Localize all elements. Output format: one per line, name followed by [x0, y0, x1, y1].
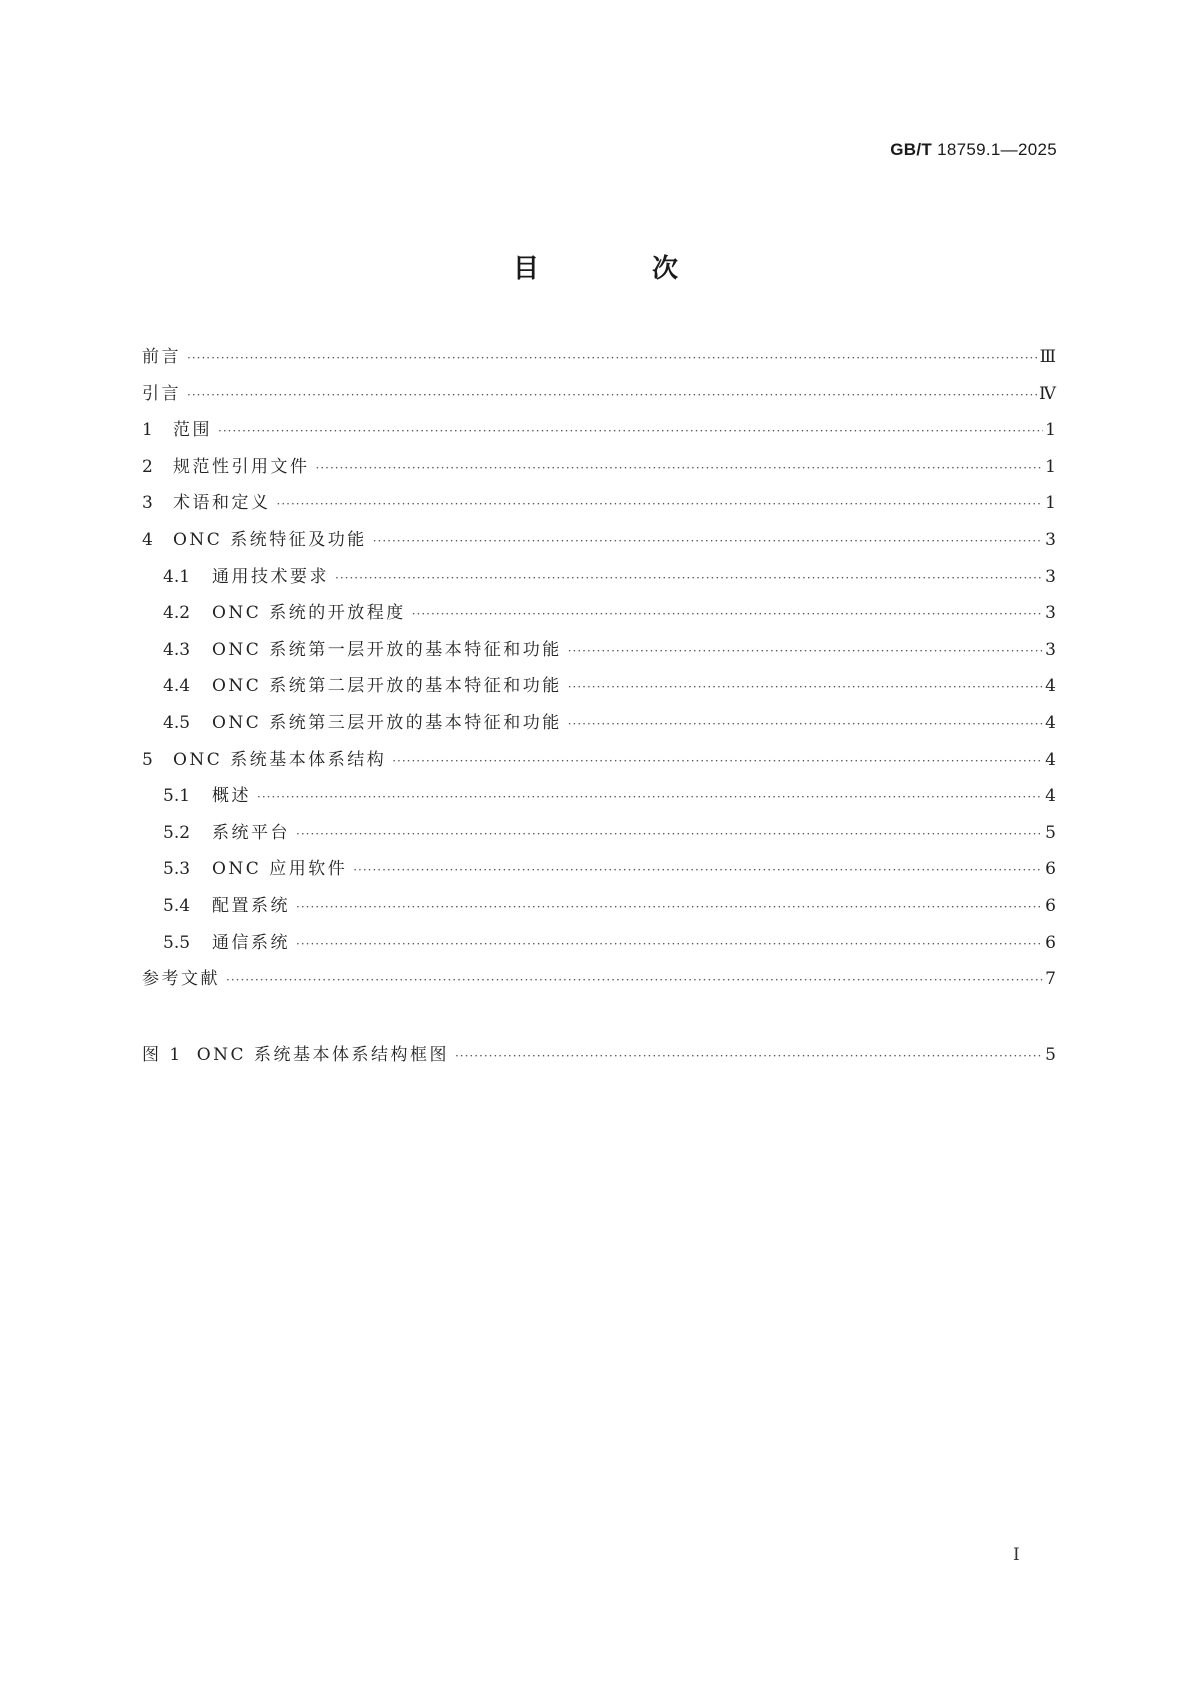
page-title: 目 次 — [512, 254, 731, 284]
toc-entry-page: 4 — [1045, 786, 1056, 807]
table-of-contents — [142, 339, 1056, 998]
toc-entry[interactable] — [142, 742, 1056, 779]
toc-entry-title: 前言 — [142, 347, 181, 367]
toc-entry-title: 通信系统 — [212, 932, 290, 953]
toc-entry-title: 概述 — [212, 786, 251, 807]
toc-leader-dots — [568, 706, 1043, 743]
figure-leader-dots — [455, 1038, 1043, 1075]
figure-entry-label: 图 1 — [142, 1045, 183, 1065]
toc-leader-dots — [353, 852, 1043, 889]
toc-entry-title: 范围 — [173, 420, 212, 441]
toc-entry-page: 3 — [1045, 529, 1056, 550]
toc-entry-page: 4 — [1045, 712, 1056, 733]
toc-entry-page: 5 — [1045, 822, 1056, 843]
toc-entry-title: 规范性引用文件 — [173, 456, 310, 477]
toc-entry-number: 5.2 — [163, 822, 191, 843]
toc-entry-page: 1 — [1045, 420, 1056, 441]
toc-leader-dots — [296, 816, 1043, 853]
toc-entry-number: 3 — [142, 493, 153, 514]
toc-entry-number: 2 — [142, 456, 153, 477]
toc-leader-dots — [568, 633, 1043, 670]
toc-entry[interactable] — [142, 559, 1056, 596]
toc-entry-title: ONC 应用软件 — [212, 859, 348, 880]
toc-entry-number: 5.3 — [163, 859, 191, 880]
toc-entry-page: 6 — [1045, 932, 1056, 953]
toc-entry[interactable] — [142, 888, 1056, 925]
toc-entry[interactable] — [142, 632, 1056, 669]
toc-entry[interactable] — [142, 815, 1056, 852]
figure-entry-page: 5 — [1045, 1045, 1056, 1065]
toc-entry-title: ONC 系统特征及功能 — [173, 529, 367, 550]
toc-entry[interactable] — [142, 412, 1056, 449]
toc-entry-title: 通用技术要求 — [212, 566, 329, 587]
toc-leader-dots — [218, 413, 1043, 450]
toc-entry[interactable] — [142, 595, 1056, 632]
toc-entry-title: 参考文献 — [142, 969, 220, 990]
toc-leader-dots — [257, 779, 1043, 816]
toc-entry-page: 1 — [1045, 456, 1056, 477]
toc-entry-number: 4.2 — [163, 603, 191, 624]
toc-entry-title: 配置系统 — [212, 895, 290, 916]
toc-leader-dots — [296, 889, 1043, 926]
toc-entry-number: 5.1 — [163, 786, 191, 807]
toc-entry[interactable] — [142, 961, 1056, 998]
figure-entry[interactable] — [142, 1037, 1056, 1074]
toc-entry-number: 4.4 — [163, 676, 191, 697]
toc-leader-dots — [412, 596, 1043, 633]
toc-entry-page: 1 — [1045, 493, 1056, 514]
toc-entry-number: 5.4 — [163, 895, 191, 916]
toc-entry-page: 4 — [1045, 676, 1056, 697]
toc-entry-title: ONC 系统第三层开放的基本特征和功能 — [212, 712, 562, 733]
toc-entry-title: ONC 系统第一层开放的基本特征和功能 — [212, 639, 562, 660]
page-number: I — [1013, 1545, 1020, 1565]
toc-entry[interactable] — [142, 339, 1056, 376]
toc-entry[interactable] — [142, 449, 1056, 486]
toc-entry[interactable] — [142, 851, 1056, 888]
toc-leader-dots — [373, 523, 1043, 560]
toc-entry[interactable] — [142, 705, 1056, 742]
toc-leader-dots — [568, 669, 1043, 706]
toc-entry-page: 7 — [1045, 969, 1056, 990]
toc-entry[interactable] — [142, 778, 1056, 815]
toc-entry[interactable] — [142, 925, 1056, 962]
toc-leader-dots — [187, 377, 1037, 414]
toc-entry-number: 5.5 — [163, 932, 191, 953]
toc-entry-page: Ⅳ — [1039, 383, 1056, 404]
toc-entry-number: 4.5 — [163, 712, 191, 733]
toc-entry[interactable] — [142, 485, 1056, 522]
toc-entry-page: 3 — [1045, 639, 1056, 660]
toc-entry[interactable] — [142, 668, 1056, 705]
toc-entry-page: 4 — [1045, 749, 1056, 770]
toc-entry-title: 术语和定义 — [173, 493, 271, 514]
toc-leader-dots — [187, 340, 1038, 377]
toc-entry-title: ONC 系统的开放程度 — [212, 603, 406, 624]
toc-entry-title: 系统平台 — [212, 822, 290, 843]
standard-prefix: GB/T — [890, 140, 933, 159]
toc-entry-page: 3 — [1045, 603, 1056, 624]
toc-entry-title: ONC 系统基本体系结构 — [173, 749, 387, 770]
toc-entry[interactable] — [142, 376, 1056, 413]
toc-entry-number: 4.1 — [163, 566, 191, 587]
toc-entry-page: 6 — [1045, 859, 1056, 880]
toc-leader-dots — [277, 486, 1044, 523]
standard-code — [890, 140, 1057, 160]
toc-entry-number: 5 — [142, 749, 153, 770]
toc-leader-dots — [296, 926, 1043, 963]
toc-entry[interactable] — [142, 522, 1056, 559]
toc-entry-page: Ⅲ — [1039, 347, 1056, 367]
toc-leader-dots — [392, 743, 1043, 780]
toc-entry-page: 3 — [1045, 566, 1056, 587]
toc-entry-title: ONC 系统第二层开放的基本特征和功能 — [212, 676, 562, 697]
figure-list — [142, 1037, 1056, 1074]
toc-entry-number: 4 — [142, 529, 153, 550]
toc-leader-dots — [335, 560, 1043, 597]
toc-leader-dots — [316, 450, 1044, 487]
toc-entry-title: 引言 — [142, 383, 181, 404]
toc-entry-number: 1 — [142, 420, 153, 441]
figure-entry-title: ONC 系统基本体系结构框图 — [196, 1045, 449, 1065]
standard-number: 18759.1—2025 — [937, 140, 1057, 159]
toc-entry-page: 6 — [1045, 895, 1056, 916]
toc-entry-number: 4.3 — [163, 639, 191, 660]
toc-leader-dots — [226, 962, 1043, 999]
